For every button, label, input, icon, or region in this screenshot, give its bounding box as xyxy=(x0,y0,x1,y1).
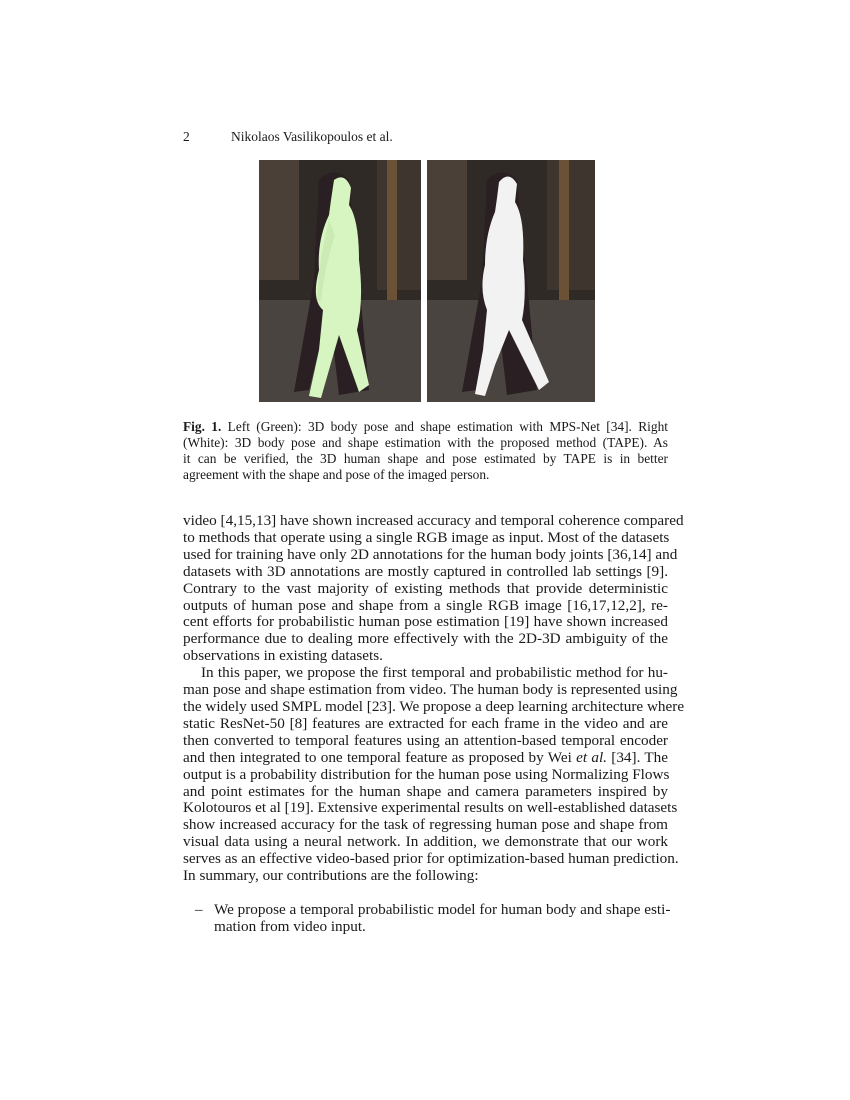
caption-line: (White): 3D body pose and shape estimation with the proposed method (TAPE). As xyxy=(183,435,668,450)
text-line: then converted to temporal features using an attention-based temporal encoder xyxy=(183,731,668,749)
caption-line: it can be verified, the 3D human shape and pose estimated by TAPE is in better xyxy=(183,451,668,466)
page-number: 2 xyxy=(183,129,190,144)
text-line: performance due to dealing more effectively with the 2D-3D ambiguity of the xyxy=(183,630,668,648)
bullet-item xyxy=(183,900,671,936)
text-line: We propose a temporal probabilistic model for human body and shape esti- xyxy=(214,900,671,918)
text-line: used for training have only 2D annotations for the human body joints [36,14] and xyxy=(183,545,678,563)
running-authors: Nikolaos Vasilikopoulos et al. xyxy=(231,129,393,144)
text-line: static ResNet-50 [8] features are extracted for each frame in the video and are xyxy=(183,714,668,732)
text-line: outputs of human pose and shape from a single RGB image [16,17,12,2], re- xyxy=(183,596,668,614)
caption-line: Fig. 1. Left (Green): 3D body pose and shape estimation with MPS-Net [34]. Right xyxy=(183,419,668,434)
emphasis: et al. xyxy=(576,748,607,766)
text-line: output is a probability distribution for the human pose using Normalizing Flows xyxy=(183,765,670,783)
paragraph xyxy=(183,664,685,885)
text-line: to methods that operate using a single RGB image as input. Most of the datasets xyxy=(183,528,670,546)
text-line: mation from video input. xyxy=(214,917,366,935)
caption-line: agreement with the shape and pose of the imaged person. xyxy=(183,467,490,482)
paragraph xyxy=(183,512,684,665)
body-text xyxy=(183,512,685,936)
text-line: and point estimates for the human shape and camera parameters inspired by xyxy=(183,782,668,800)
text-line: Contrary to the vast majority of existing methods that provide deterministic xyxy=(183,579,668,597)
running-header xyxy=(183,129,393,145)
text-line: video [4,15,13] have shown increased accuracy and temporal coherence compared xyxy=(183,512,684,529)
text-line: observations in existing datasets. xyxy=(183,647,383,665)
text-line: show increased accuracy for the task of regressing human pose and shape from xyxy=(183,816,668,834)
figure-caption xyxy=(183,419,668,483)
text-line: man pose and shape estimation from video. The human body is represented using xyxy=(183,681,678,699)
text-line: cent efforts for probabilistic human pose estimation [19] have shown increased xyxy=(183,613,668,631)
text-line: and then integrated to one temporal feature as proposed by Wei et al. [34]. The xyxy=(183,748,668,766)
text-line: datasets with 3D annotations are mostly captured in controlled lab settings [9]. xyxy=(183,562,668,580)
text-line: In summary, our contributions are the following: xyxy=(183,867,479,885)
caption-label: Fig. 1. xyxy=(183,419,222,434)
text-line: In this paper, we propose the first temporal and probabilistic method for hu- xyxy=(201,664,668,682)
figure-right-tape xyxy=(427,160,595,402)
bullet-marker: – xyxy=(195,900,203,918)
text-line: serves as an effective video-based prior for optimization-based human prediction. xyxy=(183,850,679,868)
text-line: visual data using a neural network. In addition, we demonstrate that our work xyxy=(183,833,668,851)
text-line: the widely used SMPL model [23]. We propose a deep learning architecture where xyxy=(183,697,685,715)
figure-left-mps-net xyxy=(259,160,421,402)
text-line: Kolotouros et al [19]. Extensive experimental results on well-established datasets xyxy=(183,799,678,817)
